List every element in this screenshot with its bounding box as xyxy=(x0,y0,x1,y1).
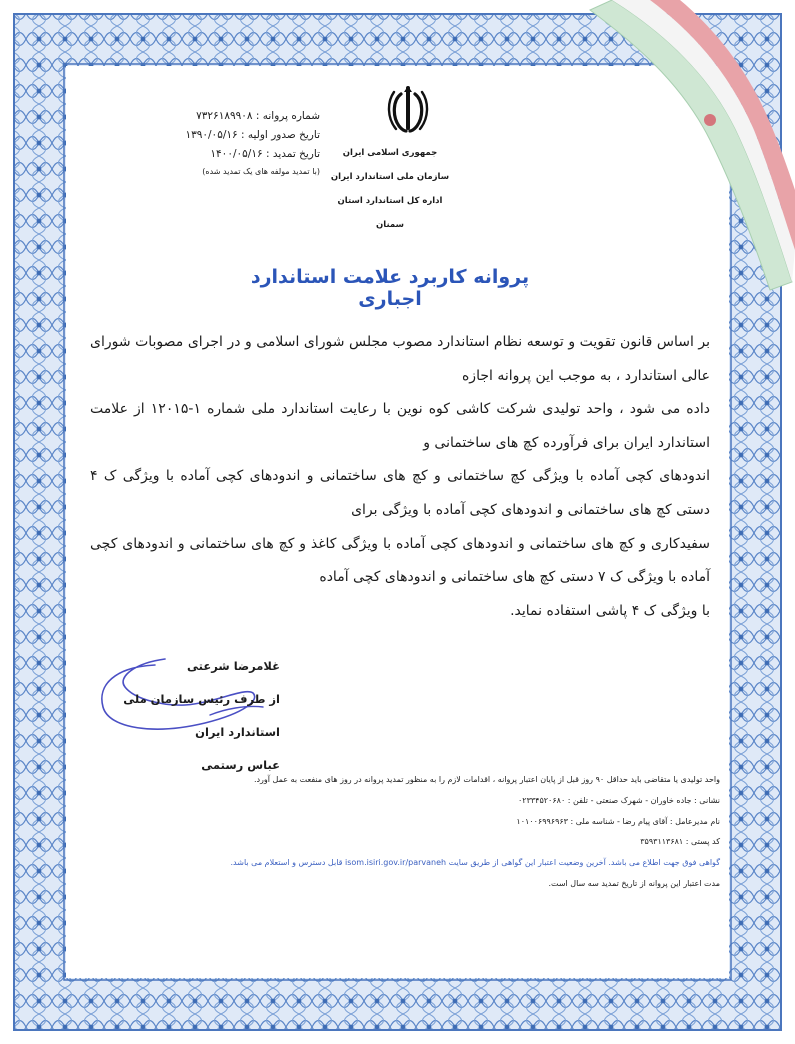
footer-notes xyxy=(200,770,720,895)
org-line-1: جمهوری اسلامی ایران xyxy=(342,148,438,158)
note-postal-code: کد پستی : ۳۵۹۳۱۱۳۶۸۱ xyxy=(640,837,720,847)
note-validity: مدت اعتبار این پروانه از تاریخ تمدید سه سال است. xyxy=(548,878,720,888)
iran-flag-graphic xyxy=(560,0,795,300)
note-renewal-deadline: واحد تولیدی یا متقاضی باید حداقل ۹۰ روز قبل از پایان اعتبار پروانه ، اقدامات لازم را به منظور تمدید پروانه در روز های منفعت به عمل آورد. xyxy=(253,775,720,784)
renewal-date: تاریخ تمدید : ۱۴۰۰/۰۵/۱۶ xyxy=(210,148,320,160)
license-body xyxy=(90,326,710,628)
license-meta xyxy=(170,107,320,180)
signatory-name: غلامرضا شرعتی xyxy=(187,659,280,673)
body-line: بر اساس قانون تقویت و توسعه نظام استاندارد مصوب مجلس شورای اسلامی و در اجرای مصوبات شورای عالی استاندارد ، به موجب این پروانه اجازه xyxy=(90,334,710,384)
signatory-block xyxy=(90,650,280,782)
note-verification-link[interactable]: گواهی فوق جهت اطلاع می باشد. آخرین وضعیت اعتبار این گواهی از طریق سایت isom.isiri.gov.ir/parvaneh قابل دسترس و استعلام می باشد. xyxy=(230,858,720,868)
note-ceo: نام مدیرعامل : آقای پیام رضا - شناسه ملی : ۱۰۱۰۰۶۹۹۶۹۶۳ xyxy=(516,816,720,826)
renewal-note: (با تمدید مولفه های یک تمدید شده) xyxy=(202,167,320,176)
org-line-3: اداره کل استاندارد استان سمنان xyxy=(337,196,443,230)
first-issue-date: تاریخ صدور اولیه : ۱۳۹۰/۰۵/۱۶ xyxy=(185,129,320,141)
org-line-2: سازمان ملی استاندارد ایران xyxy=(330,172,450,182)
iran-emblem-icon xyxy=(384,84,432,136)
body-line: با ویژگی ک ۴ پاشی استفاده نماید. xyxy=(510,602,710,619)
signatory-role: از طرف رئیس سازمان ملی استاندارد ایران xyxy=(123,692,280,739)
body-line: داده می شود ، واحد تولیدی شرکت کاشی کوه نوین با رعایت استاندارد ملی شماره ۱-۱۲۰۱۵ از علامت استاندارد ایران برای فرآورده کچ های ساختمانی و xyxy=(90,401,710,451)
second-signatory-name: عباس رستمی xyxy=(201,758,280,772)
license-number: شماره پروانه : ۷۳۲۶۱۸۹۹۰۸ xyxy=(196,110,320,122)
body-line: اندودهای کچی آماده با ویژگی کچ ساختمانی و کچ های ساختمانی و اندودهای کچی آماده با ویژگی ک ۴ دستی کچ های ساختمانی و اندودهای کچی آماده با ویژگی برای xyxy=(90,468,710,518)
body-line: سفیدکاری و کچ های ساختمانی و اندودهای کچی آماده با ویژگی کاغذ و کچ های ساختمانی و اندودهای کچی آماده با ویژگی ک ۷ دستی کچ های ساختمانی و اندودهای کچی آماده xyxy=(90,535,710,586)
organization-block xyxy=(330,141,450,237)
note-address: نشانی : جاده خاوران - شهرک صنعتی - تلفن : ۰۲۳۳۴۵۲۰۶۸۰ xyxy=(517,795,720,805)
document-title: پروانه کاربرد علامت استاندارد اجباری xyxy=(250,266,530,310)
